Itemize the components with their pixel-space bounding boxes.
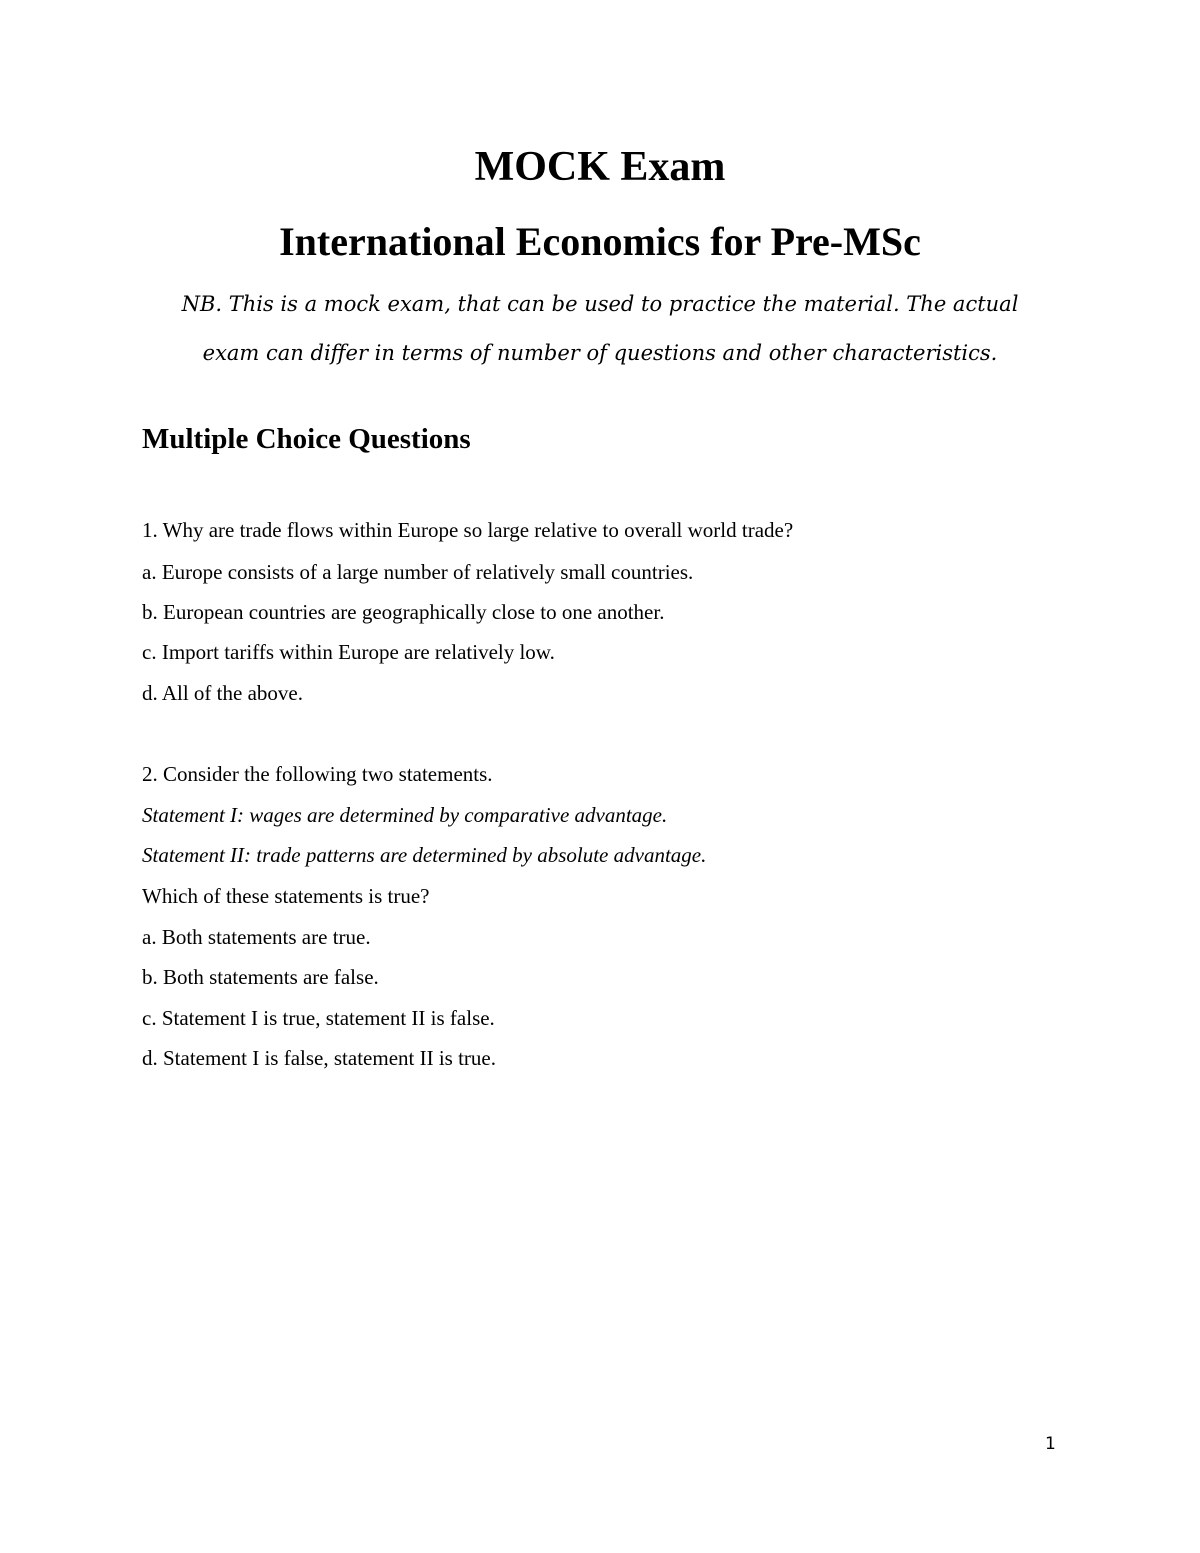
note-line-2: exam can differ in terms of number of questions and other characteristics.: [202, 341, 998, 365]
question-1-option-c: c. Import tariffs within Europe are relatively low.: [142, 640, 555, 664]
question-2-option-b: b. Both statements are false.: [142, 965, 379, 989]
section-heading: Multiple Choice Questions: [142, 423, 471, 455]
course-title: International Economics for Pre-MSc: [279, 219, 921, 264]
question-1-stem: 1. Why are trade flows within Europe so large relative to overall world trade?: [142, 518, 794, 542]
page-number: 1: [1045, 1434, 1056, 1454]
question-1-option-d: d. All of the above.: [142, 681, 303, 705]
question-2-option-d: d. Statement I is false, statement II is true.: [142, 1046, 496, 1070]
question-2-option-a: a. Both statements are true.: [142, 925, 371, 949]
page-title: MOCK Exam: [474, 144, 726, 190]
question-1-option-b: b. European countries are geographically close to one another.: [142, 600, 665, 624]
question-2-prompt: Which of these statements is true?: [142, 884, 430, 908]
note-line-1: NB. This is a mock exam, that can be used to practice the material. The actual: [181, 292, 1019, 316]
question-2-statement-2: Statement II: trade patterns are determined by absolute advantage.: [142, 843, 707, 867]
question-2-option-c: c. Statement I is true, statement II is false.: [142, 1006, 495, 1030]
question-2-stem: 2. Consider the following two statements.: [142, 762, 493, 786]
question-2-statement-1: Statement I: wages are determined by comparative advantage.: [142, 803, 668, 827]
question-1-option-a: a. Europe consists of a large number of relatively small countries.: [142, 560, 694, 584]
